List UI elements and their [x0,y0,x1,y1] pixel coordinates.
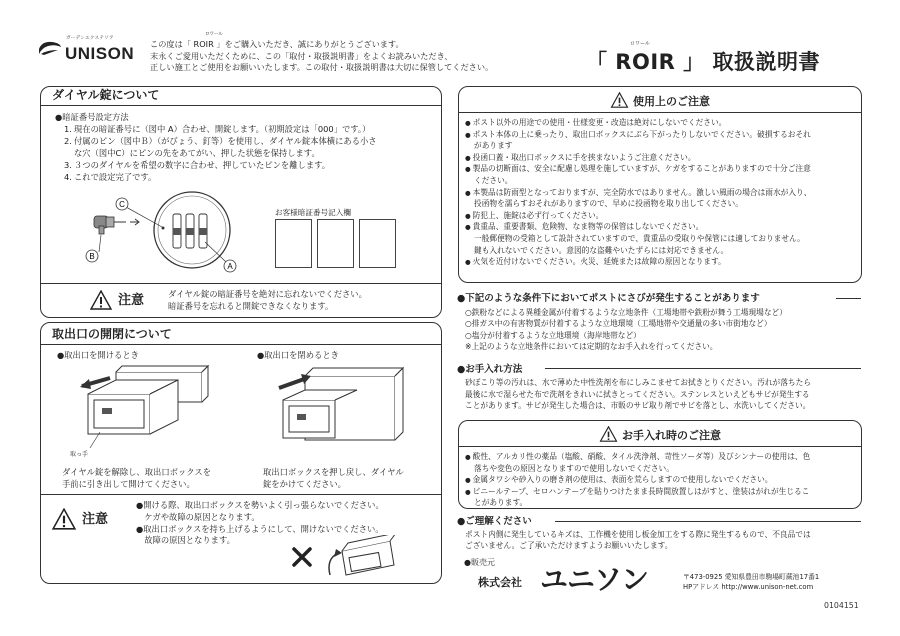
close-label: ●取出口を閉めるとき [257,350,339,360]
lock-dial-icon [154,192,230,268]
list-item: があります [474,141,513,151]
list-item: 投函物を濡らすおそれがありますので、早めに投函物を取り出してください。 [474,199,743,209]
list-item: ○塩分が付着するような立地環境（海岸地帯など） [465,330,641,340]
care-instructions: 砂ぼこり等の汚れは、水で薄めた中性洗剤を布にしみこませてお拭きとりください。汚れが落ちたら 最後に水で湿らせた布で洗剤をきれいに拭きとってください。ステンレスといえどもサビが発生する ことがあります。サビが発生した場合は、市販のサビ取り剤でサビを落とし、水洗いしてください。 [465,378,811,411]
rust-heading-rule [836,298,861,299]
seller-brand: ユニソン [540,563,649,596]
list-item: ○鉄粉などによる異種金属が付着するような立地条件（工場地帯や鉄粉が舞う工場現場など） [465,308,787,317]
pin-icon [94,216,139,234]
intro-line: この度は「 ROIR 」をご購入いただき、誠にありがとうございます。 [150,39,404,49]
dial-section-title: ダイヤル錠について [52,88,160,102]
seller-address: 〒473-0925 愛知県豊田市駒場町蕨池17番1 HPアドレス http://www.unison-net.com [683,573,820,591]
understanding-heading: ●ご理解ください [457,516,532,527]
understanding-heading-rule [555,521,861,522]
usage-caution-title: 使用上のご注意 [633,95,710,108]
rust-conditions-list [465,307,865,352]
intro-ruby: ロワール [205,32,223,37]
care-heading: ●お手入れ方法 [457,364,523,375]
code-digit-box [275,219,312,268]
list-item: ● 本製品は防雨型となっておりますが、完全防水ではありません。激しい風雨の場合は雨水が入り、 [465,187,857,199]
cross-icon [294,549,310,565]
usage-caution-header [459,87,861,113]
list-item: 鍵も入れないでください。意図的な盗難やいたずらには対応できません。 [474,245,729,255]
warning-icon [90,290,112,310]
svg-text:C: C [119,200,125,209]
dial-title-divider [40,105,442,106]
close-drawer-illustration [275,362,405,450]
list-item: ● 貴重品、重要書類、危険物、なま物等の保管はしないでください。 [465,221,857,233]
warning-icon [599,426,618,442]
document-code: 0104151 [824,601,859,610]
title-text: 「 ROIR 」 取扱説明書 [586,50,820,74]
dial-lock-illustration [80,190,248,276]
warning-icon [52,508,76,530]
warning-icon [610,92,629,108]
list-item: ● 火気を近付けないでください。火災、延焼または故障の原因となります。 [465,256,857,268]
seller-company-prefix: 株式会社 [478,576,522,589]
list-item: ● 投函口蓋・取出口ボックスに手を挟まないようご注意ください。 [465,152,857,164]
logo-subtitle: ガーデンエクステリア [66,36,114,41]
label-a [224,260,236,272]
step-4: 4. これで設定完了です。 [64,172,157,183]
step-3: 3. ３つのダイヤルを希望の数字に合わせ、押していたピンを離します。 [64,160,331,171]
list-item: ● 金属タワシや砂入りの磨き剤の使用は、表面を荒らしますので使用しないでください。 [465,474,857,486]
open-description: ダイヤル錠を解除し、取出口ボックスを 手前に引き出して開けてください。 [62,467,212,490]
care-caution-panel [458,420,862,509]
list-item: ● 製品の切断面は、安全に配慮し処理を施していますが、ケガをすることがありますので十分ご注意 [465,163,857,175]
logo-swoosh-icon [38,40,62,56]
document-title [586,41,876,76]
unison-logo [38,34,138,62]
handle-label: 取っ手 [70,451,89,458]
usage-caution-panel [458,86,862,283]
svg-text:B: B [89,252,95,261]
caution-word: 注意 [82,512,109,527]
open-label: ●取出口を開けるとき [57,350,139,360]
step-2: 2. 付属のピン（図中Ｂ）（がびょう、釘等）を使用し、ダイヤル錠本体横にある小さ な穴（図中C）にピンの先をあてがい、押した状態を保持します。 [64,136,377,159]
open-drawer-illustration [80,362,210,457]
caution-word: 注意 [118,293,145,308]
intro-line: 正しい施工とご使用をお願いいたします。この取付・取扱説明書は大切に保管してください。 [150,62,494,73]
care-caution-title: お手入れ時のご注意 [622,429,721,442]
code-digit-box [317,219,354,268]
care-caution-list [465,451,857,509]
list-item: ※上記のような立地条件においては定期的なお手入れを行ってください。 [465,341,718,351]
caution-text: ●開ける際、取出口ボックスを勢いよく引っ張らないでください。 ケガや故障の原因となります。 ●取出口ボックスを持ち上げるようにして、開けないでください。 故障の原因となります。 [136,500,384,546]
intro-text [150,32,570,74]
list-item: ● ビニールテープ、セロハンテープを貼りつけたまま長時間放置しはがすと、塗装はがれが生じるこ [465,486,857,498]
outlet-title-divider [40,344,442,345]
list-item: ください。 [474,176,513,186]
understanding-text: ポスト内側に発生しているキズは、工作機を使用し板金加工をする際に発生するもので、不良品では ございません。ご了承いただけますようお願いいたします。 [465,530,811,551]
code-digit-box [359,219,396,268]
care-heading-rule [545,368,861,369]
list-item: ● ポスト本体の上に乗ったり、取出口ボックスにぶら下がったりしないでください。破損するおそれ [465,129,857,141]
label-b [86,250,98,262]
care-caution-header [459,421,861,447]
seller-website-link: HPアドレス http://www.unison-net.com [683,582,814,591]
intro-line: 末永くご愛用いただくために、この「取付・取扱説明書」をよくお読みいただき、 [150,50,453,61]
outlet-section-title: 取出口の開閉について [52,327,172,341]
code-setting-instructions [55,111,440,183]
list-item: ● 酸性、アルカリ性の薬品（塩酸、硝酸、タイル洗浄剤、苛性ソーダ等）及びシンナーの使用は、色 [465,451,857,463]
close-description: 取出口ボックスを押し戻し、ダイヤル 錠をかけてください。 [263,467,404,490]
seller-label: ●販売元 [464,558,495,567]
rust-heading: ●下記のような条件下においてポストにさびが発生することがあります [457,293,760,304]
list-item: 落ちや変色の原因となりますので使用しないでください。 [474,463,674,473]
list-item: ● ポスト以外の用途での使用・仕様変更・改造は絶対にしないでください。 [465,117,857,129]
list-item: ● 防犯上、施錠は必ず行ってください。 [465,210,857,222]
list-item: とがあります。 [474,498,528,508]
list-item: 一般郵便物の受箱として設計されていますので、貴重品の受取りや保管には適しておりません。 [474,234,805,244]
svg-text:A: A [227,262,233,271]
list-item: ○排ガス中の有害物質が付着するような立地環境（工場地帯や交通量の多い市街地など） [465,319,772,329]
title-ruby: ロワール [630,41,650,47]
logo-wordmark: UNISON [65,44,135,63]
code-setting-heading: ●暗証番号設定方法 [55,112,129,122]
label-c [116,198,128,210]
usage-caution-list [465,117,857,268]
prohibited-lift-illustration [290,535,400,583]
step-1: 1. 現在の暗証番号に（図中 A）合わせ、開錠します。（初期設定は「000」です。） [64,124,371,135]
caution-text: ダイヤル錠の暗証番号を絶対に忘れないでください。 暗証番号を忘れると開錠できなくなります。 [168,289,367,311]
dial-caution [40,283,442,318]
code-record-label: お客様暗証番号記入欄 [275,208,351,217]
